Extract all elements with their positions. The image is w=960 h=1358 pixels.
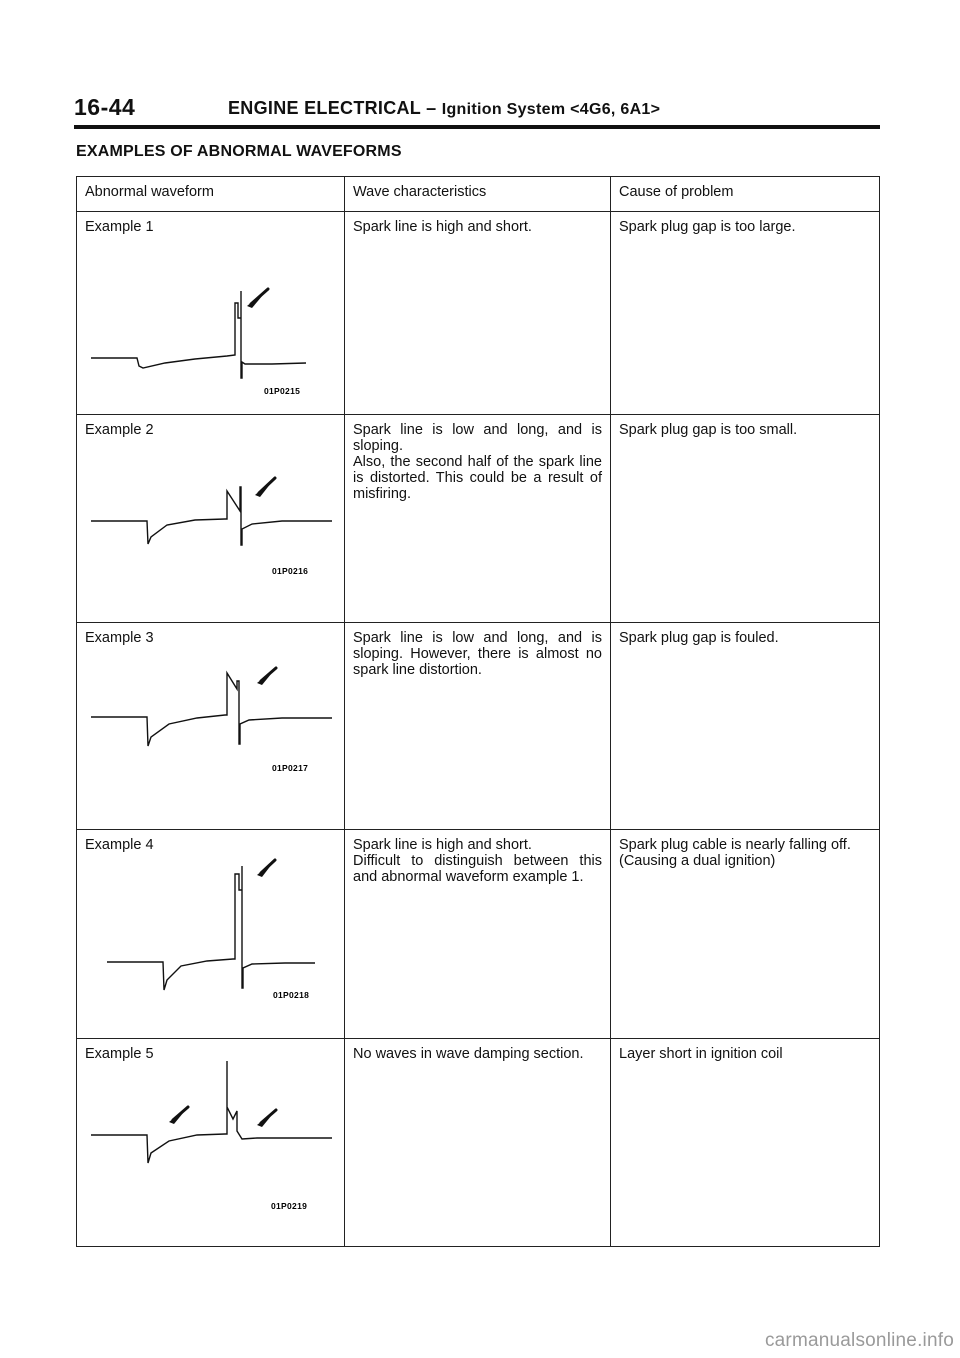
table-row bbox=[77, 830, 880, 1039]
waveform-cell bbox=[77, 212, 345, 415]
characteristics-cell bbox=[345, 212, 611, 415]
figure-code: 01P0217 bbox=[272, 763, 309, 773]
column-header-waveform: Abnormal waveform bbox=[77, 177, 345, 212]
characteristics-text: No waves in wave damping section. bbox=[353, 1046, 584, 1062]
cause-cell bbox=[611, 415, 880, 623]
figure-code: 01P0218 bbox=[273, 990, 310, 1000]
page-header bbox=[74, 94, 880, 130]
characteristics-text: Difficult to distinguish between this and abnormal waveform example 1. bbox=[353, 853, 602, 885]
waveform-cell bbox=[77, 415, 345, 623]
page-number: 16-44 bbox=[74, 94, 136, 120]
page-title bbox=[228, 98, 660, 119]
figure-code: 01P0215 bbox=[264, 386, 301, 396]
table-header-row bbox=[77, 177, 880, 212]
waveform-diagram bbox=[77, 212, 345, 400]
characteristics-text: Spark line is high and short. bbox=[353, 837, 532, 853]
column-header-characteristics: Wave characteristics bbox=[345, 177, 611, 212]
figure-code: 01P0219 bbox=[271, 1201, 308, 1211]
characteristics-cell bbox=[345, 1039, 611, 1247]
page-title-dash: – bbox=[426, 98, 437, 118]
waveform-diagram bbox=[77, 830, 345, 1024]
characteristics-text: Spark line is low and long, and is sloping. bbox=[353, 422, 602, 454]
section-title: EXAMPLES OF ABNORMAL WAVEFORMS bbox=[76, 143, 402, 160]
cause-text: Spark plug gap is too large. bbox=[619, 219, 796, 235]
cause-cell bbox=[611, 212, 880, 415]
table-row bbox=[77, 1039, 880, 1247]
example-label: Example 3 bbox=[85, 630, 154, 646]
cause-cell bbox=[611, 623, 880, 830]
cause-text: Spark plug gap is too small. bbox=[619, 422, 798, 438]
cause-text: Layer short in ignition coil bbox=[619, 1046, 783, 1062]
cause-cell bbox=[611, 830, 880, 1039]
example-label: Example 1 bbox=[85, 219, 154, 235]
column-header-cause: Cause of problem bbox=[611, 177, 880, 212]
header-rule bbox=[74, 125, 880, 129]
watermark: carmanualsonline.info bbox=[764, 1330, 954, 1351]
characteristics-text: Spark line is high and short. bbox=[353, 219, 532, 235]
waveform-cell bbox=[77, 1039, 345, 1247]
example-label: Example 5 bbox=[85, 1046, 154, 1062]
cause-text: Spark plug cable is nearly falling off. bbox=[619, 837, 851, 853]
waveform-diagram bbox=[77, 623, 345, 815]
characteristics-text: Spark line is low and long, and is sloping. However, there is almost no spark line distortion. bbox=[353, 630, 602, 678]
characteristics-cell bbox=[345, 623, 611, 830]
waveform-cell bbox=[77, 830, 345, 1039]
cause-cell bbox=[611, 1039, 880, 1247]
waveform-diagram bbox=[77, 1039, 345, 1232]
characteristics-text: Also, the second half of the spark line is distorted. This could be a result of misfiring. bbox=[353, 454, 602, 502]
cause-text: (Causing a dual ignition) bbox=[619, 853, 776, 869]
page-title-main: ENGINE ELECTRICAL bbox=[228, 98, 421, 118]
example-label: Example 2 bbox=[85, 422, 154, 438]
characteristics-cell bbox=[345, 830, 611, 1039]
table-row bbox=[77, 415, 880, 623]
figure-code: 01P0216 bbox=[272, 566, 309, 576]
cause-text: Spark plug gap is fouled. bbox=[619, 630, 779, 646]
waveform-cell bbox=[77, 623, 345, 830]
table-row bbox=[77, 212, 880, 415]
waveform-table bbox=[76, 176, 880, 1247]
waveform-diagram bbox=[77, 415, 345, 608]
table-row bbox=[77, 623, 880, 830]
characteristics-cell bbox=[345, 415, 611, 623]
example-label: Example 4 bbox=[85, 837, 154, 853]
page-title-sub: Ignition System <4G6, 6A1> bbox=[441, 101, 661, 118]
